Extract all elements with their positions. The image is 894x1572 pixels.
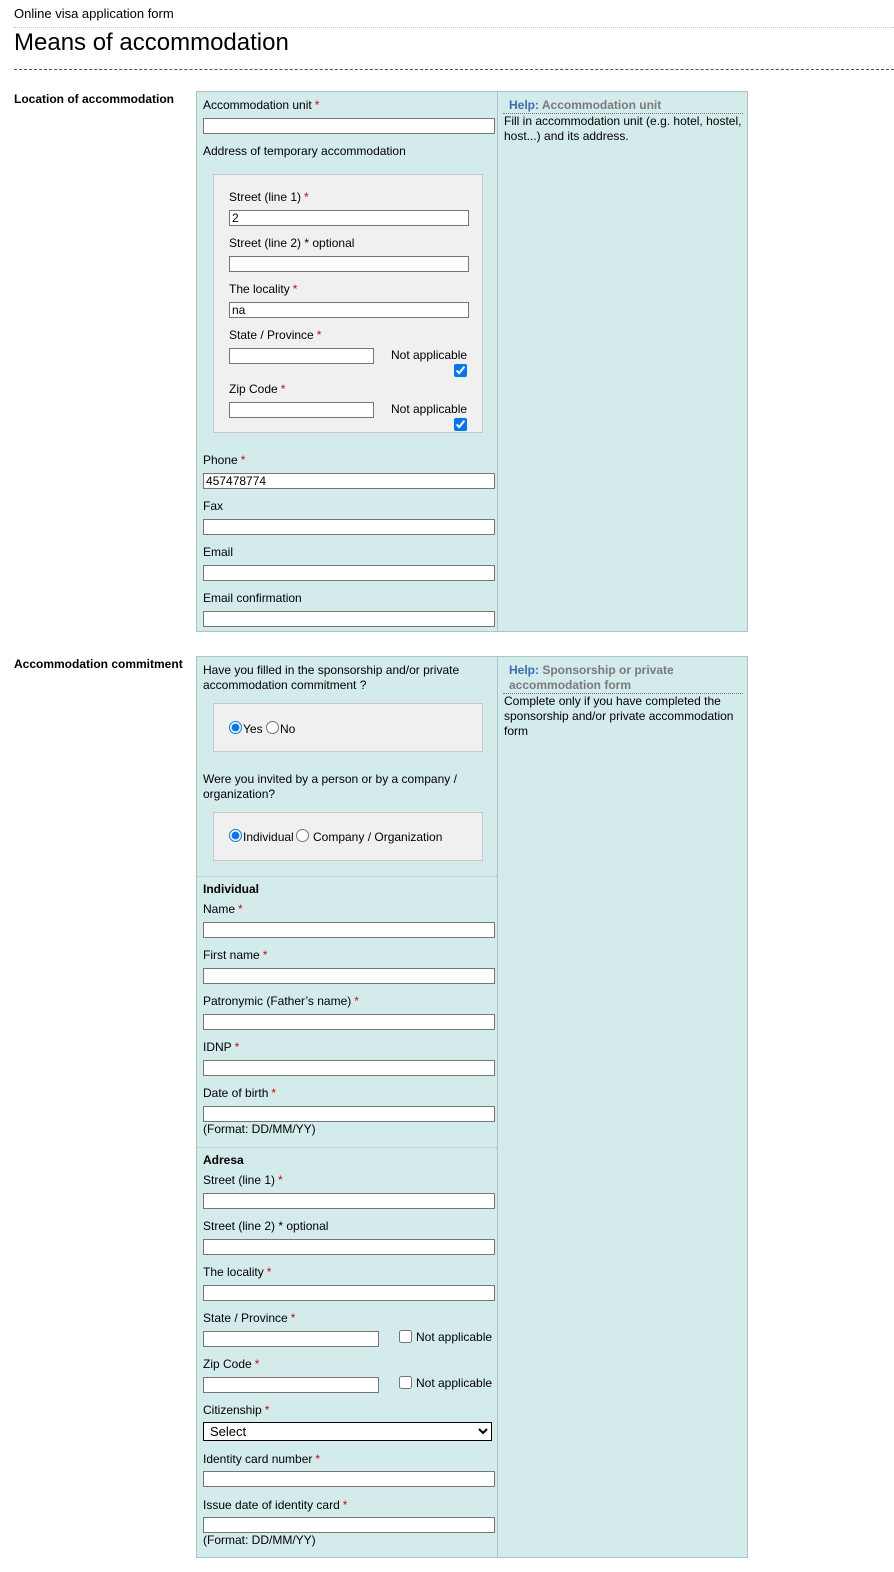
section-label-location: Location of accommodation [14, 92, 175, 106]
dob-label: Date of birth * [203, 1086, 277, 1100]
no-radio[interactable] [266, 721, 279, 734]
sponsor-zip-input[interactable] [203, 1377, 379, 1393]
question-invited-by: Were you invited by a person or by a company / organization? [203, 772, 457, 801]
id-card-number-input[interactable] [203, 1471, 495, 1487]
address-box [213, 174, 483, 433]
individual-radio-label: Individual [243, 830, 294, 844]
state-na-checkbox[interactable] [454, 364, 467, 377]
state-input[interactable] [229, 348, 374, 364]
email-input[interactable] [203, 565, 495, 581]
phone-input[interactable] [203, 473, 495, 489]
street1-label: Street (line 1) * [229, 190, 309, 204]
page-title: Means of accommodation [14, 29, 289, 56]
fax-input[interactable] [203, 519, 495, 535]
individual-heading: Individual [203, 882, 260, 896]
help-title-commitment: Help: Sponsorship or private accommodation form [509, 663, 674, 692]
citizenship-label: Citizenship * [203, 1403, 270, 1417]
individual-radio[interactable] [229, 829, 242, 842]
sponsor-state-na-label: Not applicable [416, 1330, 493, 1344]
help-title-location: Help: Accommodation unit [509, 98, 662, 112]
id-issue-format-hint: (Format: DD/MM/YY) [203, 1533, 316, 1547]
company-radio-label: Company / Organization [313, 830, 443, 844]
sponsor-street2-label: Street (line 2) * optional [203, 1219, 329, 1233]
help-body-commitment: Complete only if you have completed the sponsorship and/or private accommodation form [504, 694, 734, 738]
name-label: Name * [203, 902, 243, 916]
accommodation-unit-input[interactable] [203, 118, 495, 134]
panel-divider [497, 657, 498, 1557]
yes-label: Yes [243, 722, 263, 736]
section-divider [197, 876, 497, 877]
sponsor-state-na-checkbox[interactable] [399, 1330, 412, 1343]
sponsor-zip-na-label: Not applicable [416, 1376, 493, 1390]
sponsor-street2-input[interactable] [203, 1239, 495, 1255]
street2-label: Street (line 2) * optional [229, 236, 355, 250]
zip-na-checkbox[interactable] [454, 418, 467, 431]
yes-radio[interactable] [229, 721, 242, 734]
accommodation-unit-label: Accommodation unit * [203, 98, 320, 112]
id-card-number-label: Identity card number * [203, 1452, 321, 1466]
locality-input[interactable] [229, 302, 469, 318]
company-radio[interactable] [296, 829, 309, 842]
patronymic-input[interactable] [203, 1014, 495, 1030]
invited-by-radio-box [213, 812, 483, 861]
email-confirm-input[interactable] [203, 611, 495, 627]
zip-label: Zip Code * [229, 382, 286, 396]
zip-na-label: Not applicable [391, 402, 468, 416]
phone-label: Phone * [203, 453, 246, 467]
dob-format-hint: (Format: DD/MM/YY) [203, 1122, 316, 1136]
help-body-location: Fill in accommodation unit (e.g. hotel, hostel, host...) and its address. [504, 114, 742, 143]
street2-input[interactable] [229, 256, 469, 272]
sponsor-locality-label: The locality * [203, 1265, 272, 1279]
sponsor-state-label: State / Province * [203, 1311, 296, 1325]
idnp-label: IDNP * [203, 1040, 240, 1054]
fax-label: Fax [203, 499, 224, 513]
dob-input[interactable] [203, 1106, 495, 1122]
title-divider [14, 69, 894, 70]
sponsor-state-input[interactable] [203, 1331, 379, 1347]
id-issue-date-input[interactable] [203, 1517, 495, 1533]
panel-divider [497, 92, 498, 631]
commitment-panel [196, 656, 748, 1558]
citizenship-select[interactable] [203, 1422, 492, 1441]
state-label: State / Province * [229, 328, 322, 342]
address-label: Address of temporary accommodation [203, 144, 406, 158]
locality-label: The locality * [229, 282, 298, 296]
question-commitment: Have you filled in the sponsorship and/or private accommodation commitment ? [203, 663, 460, 692]
no-label: No [280, 722, 296, 736]
address-heading: Adresa [203, 1153, 244, 1167]
patronymic-label: Patronymic (Father’s name) * [203, 994, 359, 1008]
idnp-input[interactable] [203, 1060, 495, 1076]
state-na-label: Not applicable [391, 348, 468, 362]
top-divider [14, 27, 894, 28]
sponsor-street1-label: Street (line 1) * [203, 1173, 283, 1187]
email-label: Email [203, 545, 234, 559]
location-panel [196, 91, 748, 632]
name-input[interactable] [203, 922, 495, 938]
sponsor-zip-label: Zip Code * [203, 1357, 260, 1371]
id-issue-date-label: Issue date of identity card * [203, 1498, 348, 1512]
email-confirm-label: Email confirmation [203, 591, 302, 605]
first-name-label: First name * [203, 948, 268, 962]
sponsor-zip-na-checkbox[interactable] [399, 1376, 412, 1389]
section-divider [197, 1147, 497, 1148]
sponsor-locality-input[interactable] [203, 1285, 495, 1301]
zip-input[interactable] [229, 402, 374, 418]
app-title: Online visa application form [14, 6, 174, 21]
section-label-commitment: Accommodation commitment [14, 657, 183, 671]
sponsor-street1-input[interactable] [203, 1193, 495, 1209]
commitment-radio-box [213, 703, 483, 752]
street1-input[interactable] [229, 210, 469, 226]
first-name-input[interactable] [203, 968, 495, 984]
